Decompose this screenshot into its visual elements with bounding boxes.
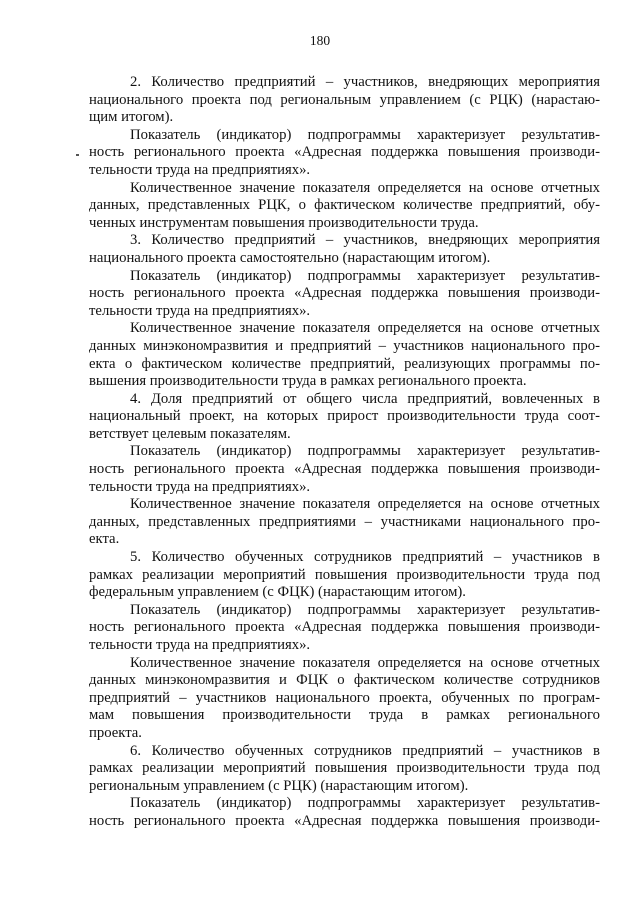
margin-mark bbox=[76, 154, 79, 156]
text-line: данных минэкономразвития и ФЦК о фактическом количестве сотрудников bbox=[89, 672, 600, 689]
text-line: Количественное значение показателя определяется на основе отчетных bbox=[130, 179, 600, 196]
text-line: Количественное значение показателя определяется на основе отчетных bbox=[130, 320, 600, 337]
text-line: Количественное значение показателя определяется на основе отчетных bbox=[130, 654, 600, 671]
text-line: рамках реализации мероприятий повышения производительности труда под bbox=[89, 566, 600, 583]
text-line: Показатель (индикатор) подпрограммы характеризует результатив- bbox=[130, 267, 600, 284]
text-line: 2. Количество предприятий – участников, внедряющих мероприятия bbox=[130, 74, 600, 90]
text-line: предприятий – участников национального проекта, обученных по програм- bbox=[89, 689, 600, 706]
text-line: ность регионального проекта «Адресная поддержка повышения производи- bbox=[89, 285, 600, 302]
text-line: ность регионального проекта «Адресная поддержка повышения производи- bbox=[89, 619, 600, 636]
text-line: данных, представленных предприятиями – участниками национального про- bbox=[89, 513, 600, 530]
text-line: ветствует целевым показателям. bbox=[89, 425, 291, 442]
text-line: ность регионального проекта «Адресная поддержка повышения производи- bbox=[89, 812, 600, 829]
text-line: тельности труда на предприятиях». bbox=[89, 302, 311, 319]
body-text bbox=[89, 74, 600, 831]
text-line: проекта. bbox=[89, 724, 142, 741]
text-line: рамках реализации мероприятий повышения производительности труда под bbox=[89, 760, 600, 777]
text-line: тельности труда на предприятиях». bbox=[89, 637, 311, 653]
text-line: ченных инструментам повышения производительности труда. bbox=[89, 214, 479, 231]
text-line: екта о фактическом количестве предприятий, реализующих программы по- bbox=[89, 355, 600, 372]
text-line: тельности труда на предприятиях». bbox=[89, 478, 311, 495]
text-line: тельности труда на предприятиях». bbox=[89, 161, 311, 178]
text-line: ность регионального проекта «Адресная поддержка повышения производи- bbox=[89, 461, 600, 478]
text-line: данных, представленных РЦК, о фактическом количестве предприятий, обу- bbox=[89, 197, 600, 214]
text-line: Показатель (индикатор) подпрограммы характеризует результатив- bbox=[130, 795, 600, 812]
text-line: данных минэкономразвития и предприятий – участников национального про- bbox=[89, 337, 600, 354]
text-line: 4. Доля предприятий от общего числа предприятий, вовлеченных в bbox=[130, 390, 600, 407]
text-line: национального проекта самостоятельно (нарастающим итогом). bbox=[89, 249, 491, 266]
page-number: 180 bbox=[309, 33, 331, 48]
text-line: Показатель (индикатор) подпрограммы характеризует результатив- bbox=[130, 443, 600, 460]
text-line: мам повышения производительности труда в рамках регионального bbox=[89, 707, 600, 724]
text-line: федеральным управлением (с ФЦК) (нарастающим итогом). bbox=[89, 584, 466, 601]
text-line: национального проекта под региональным управлением (с РЦК) (нарастаю- bbox=[89, 91, 600, 108]
text-line: региональным управлением (с РЦК) (нарастающим итогом). bbox=[89, 777, 469, 794]
text-line: щим итогом). bbox=[89, 109, 174, 126]
text-line: вышения производительности труда в рамках регионального проекта. bbox=[89, 373, 527, 390]
text-line: национальный проект, на которых прирост производительности труда соот- bbox=[89, 408, 600, 425]
text-line: 6. Количество обученных сотрудников предприятий – участников в bbox=[130, 742, 600, 759]
text-line: екта. bbox=[89, 531, 120, 548]
text-line: Показатель (индикатор) подпрограммы характеризует результатив- bbox=[130, 126, 600, 143]
text-line: Показатель (индикатор) подпрограммы характеризует результатив- bbox=[130, 601, 600, 618]
text-line: 5. Количество обученных сотрудников предприятий – участников в bbox=[130, 549, 600, 566]
text-line: ность регионального проекта «Адресная поддержка повышения производи- bbox=[89, 144, 600, 161]
text-line: Количественное значение показателя определяется на основе отчетных bbox=[130, 496, 600, 513]
text-line: 3. Количество предприятий – участников, внедряющих мероприятия bbox=[130, 232, 600, 249]
